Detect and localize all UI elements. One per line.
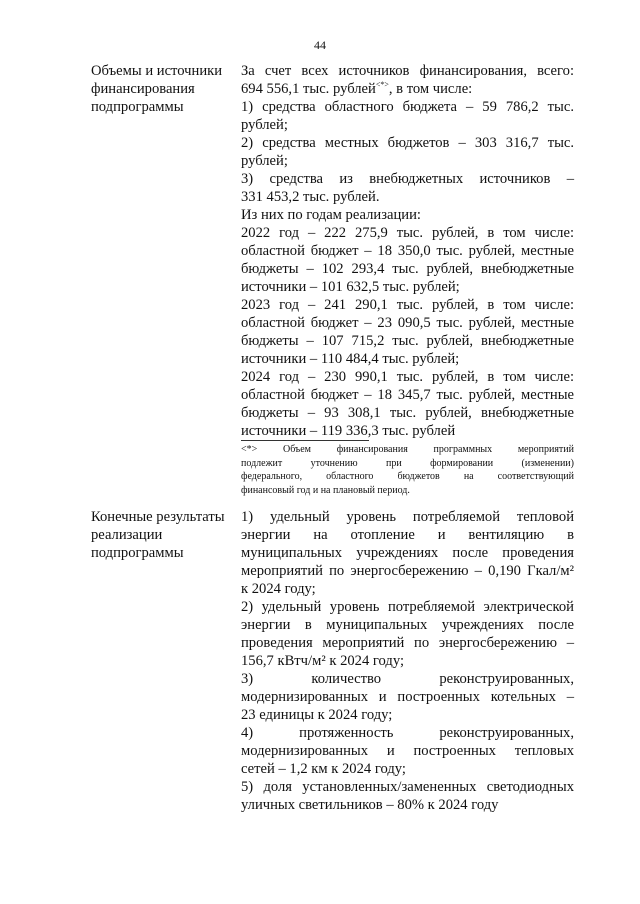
financing-line: бюджеты – 102 293,4 тыс. рублей, внебюджетные <box>241 261 574 277</box>
footnote-marker: <*> <box>375 80 389 90</box>
footnote-line: подлежит уточнению при формировании (изменении) <box>241 457 574 469</box>
results-line: 1) удельный уровень потребляемой тепловой <box>241 509 574 525</box>
financing-line: источники – 101 632,5 тыс. рублей; <box>241 279 460 295</box>
financing-line: источники – 119 336,3 тыс. рублей <box>241 423 456 439</box>
financing-total: 694 556,1 тыс. рублей <box>241 81 376 97</box>
page-number: 44 <box>314 38 326 52</box>
financing-line: рублей; <box>241 117 288 133</box>
financing-line: За счет всех источников финансирования, всего: <box>241 63 574 79</box>
financing-line: 3) средства из внебюджетных источников – <box>241 171 574 187</box>
results-line: к 2024 году; <box>241 581 316 597</box>
financing-line: 2) средства местных бюджетов – 303 316,7 тыс. <box>241 135 574 151</box>
results-line: 5) доля установленных/замененных светодиодных <box>241 779 574 795</box>
footnote-line: федерального, областного бюджетов на соответствующий <box>241 471 574 482</box>
footnote-line: финансовый год и на плановый период. <box>241 484 410 496</box>
financing-line: областной бюджет – 18 350,0 тыс. рублей, местные <box>241 243 574 259</box>
results-line: уличных светильников – 80% к 2024 году <box>241 797 499 813</box>
results-label <box>91 508 236 562</box>
financing-line: бюджеты – 93 308,1 тыс. рублей, внебюджетные <box>241 405 574 421</box>
financing-label-line: Объемы и источники <box>91 63 223 79</box>
footnote <box>241 443 574 497</box>
results-label-line: Конечные результаты <box>91 509 225 525</box>
results-line: 3) количество реконструированных, <box>241 671 574 687</box>
results-line: 2) удельный уровень потребляемой электрической <box>241 599 574 615</box>
financing-line: 2022 год – 222 275,9 тыс. рублей, в том числе: <box>241 225 574 241</box>
results-line: модернизированных и построенных котельных – <box>241 689 574 705</box>
financing-line: 2023 год – 241 290,1 тыс. рублей, в том числе: <box>241 297 574 313</box>
footnote-divider <box>241 440 369 441</box>
financing-line: областной бюджет – 18 345,7 тыс. рублей, местные <box>241 387 574 403</box>
results-line: модернизированных и построенных тепловых <box>241 743 574 759</box>
financing-label <box>91 62 236 116</box>
results-label-line: подпрограммы <box>91 545 184 561</box>
financing-line: областной бюджет – 23 090,5 тыс. рублей, местные <box>241 315 574 331</box>
financing-line: 1) средства областного бюджета – 59 786,2 тыс. <box>241 99 574 115</box>
financing-label-line: подпрограммы <box>91 99 184 115</box>
results-content <box>241 508 574 814</box>
results-line: сетей – 1,2 км к 2024 году; <box>241 761 406 777</box>
financing-line: 2024 год – 230 990,1 тыс. рублей, в том числе: <box>241 369 574 385</box>
financing-line: бюджеты – 107 715,2 тыс. рублей, внебюджетные <box>241 333 574 349</box>
results-line: мероприятий по энергосбережению – 0,190 Гкал/м² <box>241 563 574 579</box>
results-line: 156,7 кВтч/м² к 2024 году; <box>241 653 404 669</box>
footnote-line: <*> Объем финансирования программных мероприятий <box>241 444 574 455</box>
financing-line-total <box>241 80 574 98</box>
results-line: энергии на отопление и вентиляцию в <box>241 527 574 543</box>
financing-line: Из них по годам реализации: <box>241 207 421 223</box>
financing-total-suffix: , в том числе: <box>388 81 473 97</box>
financing-line: рублей; <box>241 153 288 169</box>
results-line: 4) протяженность реконструированных, <box>241 725 574 741</box>
results-line: 23 единицы к 2024 году; <box>241 707 393 723</box>
financing-content <box>241 62 574 440</box>
results-line: муниципальных учреждениях после проведения <box>241 545 574 561</box>
financing-label-line: финансирования <box>91 81 195 97</box>
results-label-line: реализации <box>91 527 163 543</box>
results-line: проведения мероприятий по энергосбережению – <box>241 635 574 651</box>
financing-line: 331 453,2 тыс. рублей. <box>241 189 380 205</box>
financing-line: источники – 110 484,4 тыс. рублей; <box>241 351 460 367</box>
results-line: энергии в муниципальных учреждениях после <box>241 617 574 633</box>
